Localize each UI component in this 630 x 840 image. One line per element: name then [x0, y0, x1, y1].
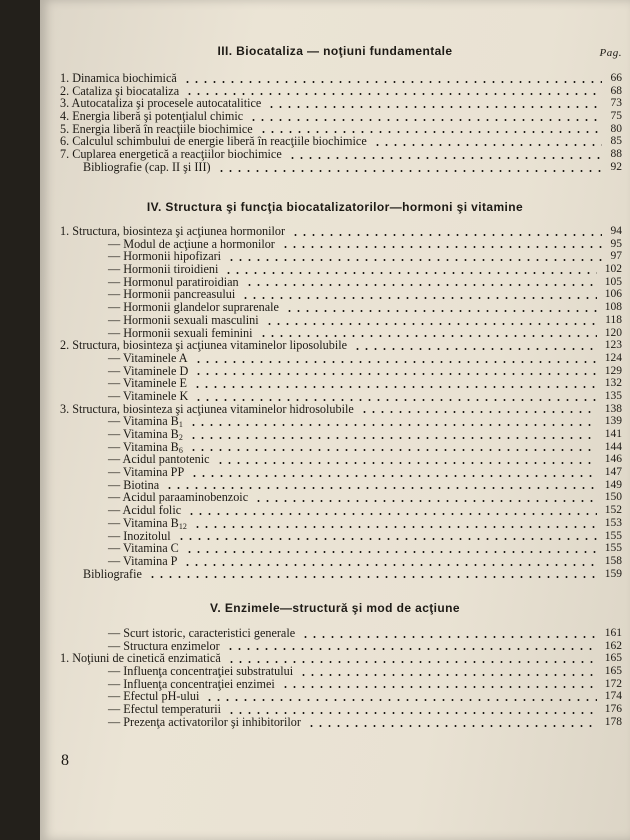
- dot-leader: [259, 335, 597, 337]
- dot-leader: [307, 725, 597, 727]
- toc-section: [60, 627, 622, 729]
- toc-page-number: 149: [604, 478, 622, 491]
- book-page: [40, 0, 630, 840]
- dot-leader: [373, 144, 602, 146]
- toc-entry-label: Bibliografie (cap. II şi III): [83, 159, 211, 174]
- dot-leader: [241, 297, 597, 299]
- toc-page-number: 75: [610, 110, 622, 123]
- subscript: 6: [178, 445, 183, 455]
- toc-section: [60, 72, 622, 174]
- section-title: V. Enzimele—structură şi mod de acţiune: [210, 601, 460, 615]
- toc-entry-label: 2. Structura, biosinteza şi acţiunea vitaminelor liposolubile: [60, 338, 348, 353]
- toc-section: [60, 225, 622, 580]
- dot-leader: [254, 500, 597, 502]
- toc-entry: [60, 555, 622, 568]
- toc-entry-label: — Influenţa concentraţiei enzimei: [108, 676, 275, 691]
- subscript: 1: [178, 420, 183, 430]
- dot-leader: [148, 576, 597, 578]
- toc-entry-label: — Hormonii sexuali feminini: [108, 325, 253, 340]
- dot-leader: [281, 246, 602, 248]
- page-column-label: Pag.: [599, 47, 622, 59]
- toc-page-number: 176: [604, 703, 622, 716]
- dot-leader: [165, 487, 597, 489]
- toc-entry-label: 3. Autocataliza şi procesele autocatalitice: [60, 96, 262, 111]
- toc-page-number: 73: [610, 97, 622, 110]
- toc-entry-label: 4. Energia liberă şi potenţialul chimic: [60, 109, 244, 124]
- section-title: III. Biocataliza — noţiuni fundamentale: [217, 44, 453, 58]
- toc-page-number: 146: [604, 453, 622, 466]
- dot-leader: [193, 386, 597, 388]
- toc-entry-label: 1. Structura, biosinteza şi acţiunea hormonilor: [60, 224, 286, 238]
- toc-entry-label: — Vitaminele D: [108, 363, 189, 378]
- dot-leader: [205, 699, 597, 701]
- dot-leader: [194, 361, 597, 363]
- toc-entry-label: — Vitamina $B_6$: [108, 439, 183, 455]
- dot-leader: [249, 119, 602, 121]
- page-number: 8: [61, 752, 69, 769]
- toc-entry-label: 1. Dinamica biochimică: [60, 71, 177, 85]
- dot-leader: [291, 234, 602, 236]
- dot-leader: [187, 513, 597, 515]
- section-title: IV. Structura şi funcţia biocatalizatorilor—hormoni şi vitamine: [146, 200, 524, 214]
- dot-leader: [194, 399, 597, 401]
- toc-page-number: 102: [604, 263, 622, 276]
- toc-page-number: 153: [604, 516, 622, 529]
- dot-leader: [360, 411, 597, 413]
- toc-page-number: 85: [610, 135, 622, 148]
- toc-entry-label: — Vitaminele A: [108, 350, 188, 365]
- toc-page-number: 95: [610, 237, 622, 250]
- toc-page-number: 158: [604, 554, 622, 567]
- dot-leader: [189, 437, 597, 439]
- toc-entry: [60, 161, 622, 174]
- subscript: 12: [178, 521, 187, 531]
- toc-page-number: 105: [604, 275, 622, 288]
- dot-leader: [189, 424, 597, 426]
- toc-entry-label: — Inozitolul: [108, 528, 171, 543]
- toc-page-number: 159: [604, 567, 622, 580]
- dot-leader: [267, 106, 602, 108]
- toc-entry-label: 1. Noţiuni de cinetică enzimatică: [60, 651, 221, 666]
- toc-entry-label: 5. Energia liberă în reacţiile biochimice: [60, 121, 253, 136]
- toc-entry-label: 6. Calculul schimbului de energie liberă în reacţiile biochimice: [60, 134, 367, 149]
- dot-leader: [190, 475, 597, 477]
- toc-page-number: 118: [605, 313, 622, 326]
- toc-page-number: 178: [604, 715, 622, 728]
- dot-leader: [281, 686, 597, 688]
- dot-leader: [216, 462, 597, 464]
- toc-entry-label: — Vitaminele E: [108, 376, 187, 391]
- subscript: 2: [178, 433, 183, 442]
- dot-leader: [265, 323, 597, 325]
- toc-page-number: 155: [604, 529, 622, 542]
- toc-entry-label: 3. Structura, biosinteza şi acţiunea vitaminelor hidrosolubile: [60, 401, 354, 416]
- dot-leader: [193, 526, 597, 528]
- toc-page-number: 108: [604, 301, 622, 314]
- toc-entry-label: — Structura enzimelor: [108, 638, 220, 653]
- toc-page-number: 80: [610, 122, 622, 135]
- toc-page-number: 97: [610, 250, 622, 263]
- toc-entry-label: — Hormonii tiroidieni: [108, 262, 219, 277]
- toc-page-number: 124: [604, 351, 622, 364]
- dot-leader: [189, 449, 597, 451]
- dot-leader: [245, 284, 597, 286]
- toc-entry-label: Bibliografie: [83, 566, 142, 581]
- toc-entry: [60, 568, 622, 581]
- toc-entry-label: — Hormonii sexuali masculini: [108, 312, 259, 327]
- toc-entry-label: — Vitaminele K: [108, 388, 189, 403]
- dot-leader: [217, 170, 602, 172]
- toc-entry-label: 7. Cuplarea energetică a reacţiilor biochimice: [60, 147, 282, 162]
- toc-page-number: 144: [604, 440, 622, 453]
- toc-page-number: 165: [604, 652, 622, 665]
- toc-page-number: 165: [604, 665, 622, 678]
- toc-entry-label: — Efectul temperaturii: [108, 702, 222, 717]
- dot-leader: [353, 348, 597, 350]
- toc-entry-label: — Hormonii pancreasului: [108, 287, 236, 302]
- toc-page-number: 155: [604, 542, 622, 555]
- toc-page-number: 68: [610, 84, 622, 97]
- toc-entry-label: — Efectul pH-ului: [108, 689, 200, 704]
- dot-leader: [183, 564, 597, 566]
- dot-leader: [194, 373, 597, 375]
- toc-entry-label: — Vitamina P: [108, 553, 178, 568]
- dot-leader: [185, 551, 597, 553]
- toc-entry-label: 2. Cataliza şi biocataliza: [60, 83, 180, 98]
- toc-page-number: 174: [604, 690, 622, 703]
- dot-leader: [224, 272, 597, 274]
- toc-page-number: 132: [604, 377, 622, 390]
- toc-entry-label: — Vitamina $B_{12}$: [108, 515, 187, 531]
- toc-page-number: 139: [604, 415, 622, 428]
- toc-entry-label: — Hormonii hipofizari: [108, 249, 222, 264]
- toc-entry-label: — Scurt istoric, caracteristici generale: [108, 626, 296, 640]
- dot-leader: [288, 157, 602, 159]
- toc-page-number: 135: [604, 389, 622, 402]
- toc-entry-label: — Acidul paraaminobenzoic: [108, 490, 249, 505]
- toc-page-number: 106: [604, 288, 622, 301]
- toc-page-number: 120: [604, 326, 622, 339]
- dot-leader: [227, 259, 602, 261]
- toc-entry-label: — Vitamina C: [108, 541, 179, 556]
- toc-page-number: 150: [604, 491, 622, 504]
- toc-entry-label: — Acidul folic: [108, 503, 182, 518]
- toc-entry-label: — Acidul pantotenic: [108, 452, 210, 467]
- dot-leader: [227, 661, 597, 663]
- dot-leader: [285, 310, 597, 312]
- toc-page-number: 94: [610, 225, 622, 237]
- dot-leader: [301, 636, 597, 638]
- toc-entry-label: — Vitamina $B_2$: [108, 427, 183, 442]
- toc-page-number: 152: [604, 504, 622, 517]
- toc-entry-label: — Biotina: [108, 477, 160, 492]
- toc-page-number: 92: [610, 160, 622, 173]
- toc-entry-label: — Vitamina $B_1$: [108, 414, 183, 430]
- toc-entry-label: — Influenţa concentraţiei substratului: [108, 664, 294, 679]
- toc-entry: [60, 716, 622, 729]
- toc-page-number: 129: [604, 364, 622, 377]
- dot-leader: [185, 93, 602, 95]
- dot-leader: [259, 131, 602, 133]
- toc-page-number: 141: [604, 428, 622, 440]
- toc-page-number: 161: [604, 627, 622, 639]
- toc-page-number: 88: [610, 148, 622, 161]
- toc-page-number: 162: [604, 639, 622, 652]
- toc-entry-label: — Hormonii glandelor suprarenale: [108, 300, 279, 315]
- toc-entry-label: — Modul de acţiune a hormonilor: [108, 236, 275, 251]
- toc-page-number: 123: [604, 339, 622, 352]
- dot-leader: [299, 674, 597, 676]
- toc-page-number: 147: [604, 466, 622, 479]
- toc-page-number: 66: [610, 72, 622, 84]
- dot-leader: [226, 648, 597, 650]
- toc-entry-label: — Hormonul paratiroidian: [108, 274, 239, 289]
- toc-entry-label: — Prezenţa activatorilor şi inhibitorilor: [108, 714, 301, 729]
- toc-page-number: 138: [604, 402, 622, 415]
- dot-leader: [227, 712, 597, 714]
- toc-entry-label: — Vitamina PP: [108, 465, 185, 480]
- toc-page-number: 172: [604, 677, 622, 690]
- dot-leader: [183, 81, 602, 83]
- dot-leader: [177, 538, 597, 540]
